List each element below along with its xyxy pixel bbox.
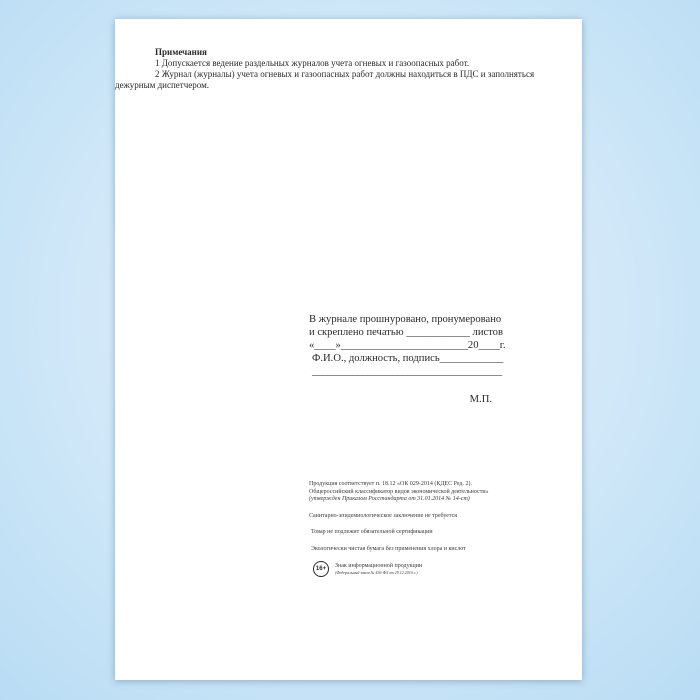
product-info-line-1: Продукция соответствует п. 18.12 «ОК 029-2014 (КДЕС Ред. 2). — [309, 481, 472, 487]
age-rating-text — [335, 563, 422, 575]
cert-line-1: В журнале прошнуровано, пронумеровано — [309, 314, 502, 325]
notes-section — [115, 47, 555, 91]
certification-note: Товар не подлежит обязательной сертификации — [311, 529, 433, 536]
note-item-1: 1 Допускается ведение раздельных журналов учета огневых и газоопасных работ. — [155, 58, 470, 68]
cert-line-5: ______________________________________ — [312, 366, 502, 377]
notes-heading: Примечания — [155, 47, 207, 57]
stamp-placeholder: М.П. — [469, 394, 492, 405]
sanitary-note: Санитарно-эпидемиологическое заключение не требуется — [309, 512, 458, 519]
age-rating-row — [313, 561, 422, 577]
certification-block — [309, 313, 506, 406]
cert-line-3: «____»________________________20____г. — [309, 340, 506, 351]
age-rating-icon: 16+ — [313, 561, 329, 577]
document-page — [115, 19, 582, 680]
age-rating-label: Знак информационной продукции — [335, 563, 423, 570]
note-item-2-line-2: дежурным диспетчером. — [115, 80, 210, 90]
eco-paper-note: Экологически чистая бумага без применения хлора и кислот — [311, 545, 466, 552]
product-info-line-2: Общероссийский классификатор видов экономической деятельности» — [309, 488, 489, 495]
product-info-line-3: (утвержден Приказом Росстандарта от 31.01.2014 № 14-ст) — [309, 496, 470, 503]
cert-line-2: и скреплено печатью ____________ листов — [309, 327, 503, 338]
note-item-2-line-1: 2 Журнал (журналы) учета огневых и газоопасных работ должны находиться в ПДС и заполняться — [155, 69, 535, 79]
age-rating-law: (Федеральный закон № 436-ФЗ от 29.12.2010 г.) — [335, 569, 418, 575]
cert-line-4: Ф.И.О., должность, подпись____________ — [312, 353, 504, 364]
product-info — [309, 481, 519, 554]
